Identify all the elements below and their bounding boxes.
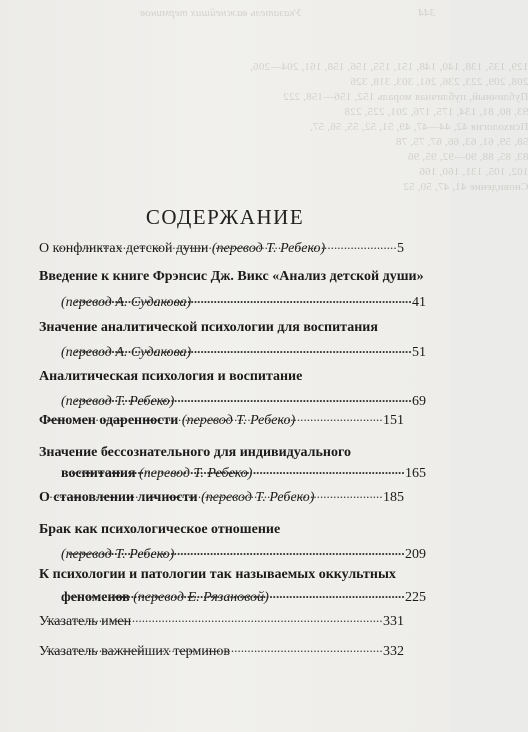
toc-entry-translator: (перевод А. Судакова): [61, 345, 192, 360]
toc-line: [39, 267, 424, 286]
toc-page-number: 41: [412, 295, 426, 310]
toc-page-number: 332: [383, 644, 404, 659]
toc-line: [39, 641, 404, 661]
leader-dots: [193, 342, 410, 356]
toc-page-number: 331: [383, 614, 404, 629]
toc-page-number: 69: [412, 394, 426, 409]
toc-line: [39, 367, 404, 386]
toc-page-number: 51: [412, 345, 426, 360]
toc-entry-title: Аналитическая психология и воспитание: [39, 369, 303, 384]
toc-entry-translator: (перевод Т. Ребеко): [201, 490, 315, 505]
toc-entry-title: Указатель важнейших терминов: [39, 644, 230, 659]
show-through-running-header: Указатель важнейших терминов: [140, 7, 302, 19]
toc-entry[interactable]: [39, 565, 426, 607]
toc-entry[interactable]: [39, 410, 404, 430]
toc-entry-title: Введение к книге Фрэнсис Дж. Викс «Анализ детской души»: [39, 269, 424, 284]
toc-page-number: 185: [383, 490, 404, 505]
toc-entry-translator: (перевод Т. Ребеко): [139, 466, 253, 481]
contents-title: СОДЕРЖАНИЕ: [145, 205, 305, 229]
toc-entry[interactable]: [39, 611, 404, 631]
toc-line: [39, 238, 404, 258]
toc-line: [39, 611, 404, 631]
show-through-index-text: [250, 60, 528, 195]
show-through-line: 58, 59, 61, 63, 66, 67, 75, 78: [395, 136, 528, 148]
toc-entry-translator: (перевод Т. Ребеко): [61, 394, 175, 409]
toc-entry-title: Феномен одаренности: [39, 413, 182, 428]
toc-entry-title: О конфликтах детской души: [39, 241, 212, 256]
show-through-line: 129, 135, 138, 140, 148, 151, 155, 156, 158, 161, 204—206,: [250, 61, 528, 73]
leader-dots: [232, 641, 381, 655]
toc-entry-title-continued: воспитания: [61, 466, 140, 481]
toc-entry-title: Указатель имен: [39, 614, 132, 629]
toc-line: [39, 318, 404, 337]
leader-dots: [254, 463, 403, 477]
toc-line: [39, 520, 404, 539]
leader-dots: [176, 391, 410, 405]
leader-dots: [297, 410, 381, 424]
toc-entry-translator: (перевод Е. Рязановой): [133, 590, 269, 605]
show-through-line: 93, 80, 81, 134, 175, 176, 201, 225, 228: [344, 106, 528, 118]
toc-page-number: 225: [405, 590, 426, 605]
toc-line: [39, 292, 426, 312]
toc-entry[interactable]: [39, 520, 426, 564]
toc-line: [39, 463, 426, 483]
show-through-line: Сновидение 41, 47, 50, 52: [403, 181, 528, 193]
toc-entry[interactable]: [39, 238, 404, 258]
toc-entry-title: К психологии и патологии так называемых оккультных: [39, 567, 396, 582]
toc-entry-title: О становлении личности: [39, 490, 202, 505]
show-through-line: 102, 105, 131, 160, 166: [419, 166, 528, 178]
leader-dots: [316, 487, 381, 501]
leader-dots: [176, 544, 403, 558]
toc-entry[interactable]: [39, 367, 426, 411]
show-through-line: Публичный, публичная мораль 152, 156—158, 222: [282, 91, 528, 103]
show-through-page-number: 344: [418, 7, 436, 19]
toc-entry-translator: (перевод Т. Ребеко): [181, 413, 296, 428]
toc-entry-title: Брак как психологическое отношение: [39, 522, 281, 537]
toc-entry[interactable]: [39, 487, 404, 507]
toc-page-number: 5: [397, 241, 404, 256]
toc-entry[interactable]: [39, 641, 404, 661]
toc-page-number: 151: [383, 413, 404, 428]
toc-line: [39, 410, 404, 430]
leader-dots: [193, 292, 410, 306]
toc-entry-title: Значение аналитической психологии для воспитания: [39, 320, 378, 335]
toc-entry-title-continued: феноменов: [61, 590, 134, 605]
toc-entry-translator: (перевод Т. Ребеко): [61, 547, 175, 562]
toc-entry-translator: (перевод А. Судакова): [61, 295, 192, 310]
show-through-line: 83, 85, 88, 90—92, 95, 96: [407, 151, 528, 163]
toc-page-number: 165: [405, 466, 426, 481]
toc-entry-translator: (перевод Т. Ребеко): [211, 241, 326, 256]
toc-entry-title: Значение бессознательного для индивидуального: [39, 445, 352, 460]
show-through-line: 208, 209, 223, 236, 261, 303, 318, 326: [350, 76, 528, 88]
leader-dots: [327, 238, 395, 252]
leader-dots: [133, 611, 381, 625]
toc-entry[interactable]: [39, 318, 426, 362]
toc-line: [39, 544, 426, 564]
leader-dots: [271, 587, 403, 601]
toc-line: [39, 487, 404, 507]
toc-entry[interactable]: [39, 443, 426, 483]
toc-line: [39, 587, 426, 607]
toc-page-number: 209: [405, 547, 426, 562]
toc-entry[interactable]: [39, 267, 426, 312]
show-through-line: Психология 42, 44—47, 49, 51, 52, 55, 56, 57,: [309, 121, 528, 133]
toc-line: [39, 342, 426, 362]
toc-line: [39, 565, 404, 584]
